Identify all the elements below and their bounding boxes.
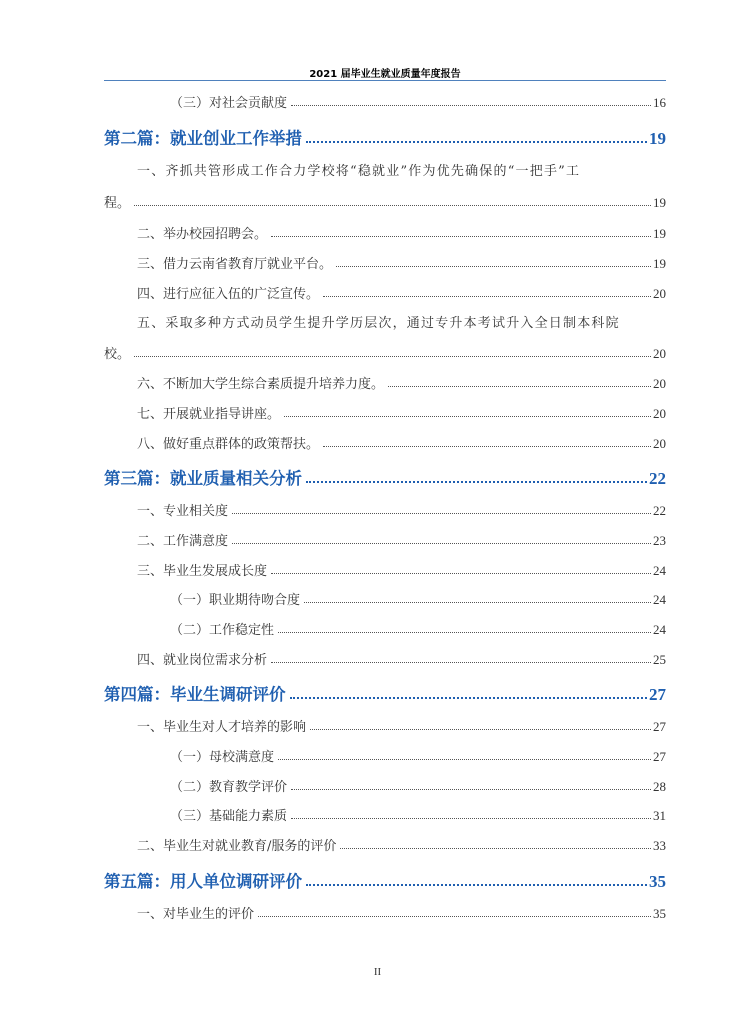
toc-page-number: 24 (653, 563, 666, 578)
dot-leader (336, 252, 651, 267)
dot-leader (134, 191, 651, 206)
toc-chapter-4[interactable] (104, 680, 666, 708)
toc-entry-social-contribution[interactable] (104, 92, 666, 114)
toc-entry-quality-training[interactable] (104, 373, 666, 395)
toc-entry-campus-fair[interactable] (104, 223, 666, 245)
toc-entry-alma-mater-satisfaction[interactable] (104, 746, 666, 768)
toc-entry-text: 二、举办校园招聘会。 (137, 227, 268, 242)
toc-entry-enlistment[interactable] (104, 283, 666, 305)
dot-leader (306, 463, 647, 483)
toc-entry-job-stability[interactable] (104, 619, 666, 641)
toc-entry-degree-upgrade-line1[interactable]: 五、采取多种方式动员学生提升学历层次，通过专升本考试升入全日制本科院 (137, 316, 620, 331)
toc-chapter-5[interactable] (104, 867, 666, 895)
toc-page-number: 27 (653, 749, 666, 764)
dot-leader (232, 529, 651, 544)
toc-entry-joint-management-line2[interactable] (104, 192, 666, 214)
toc-page-number: 23 (653, 533, 666, 548)
toc-entry-text: 六、不断加大学生综合素质提升培养力度。 (137, 377, 385, 392)
toc-page-number: 19 (653, 195, 666, 210)
toc-page-number: 25 (653, 652, 666, 667)
toc-page-number: 27 (649, 685, 666, 704)
toc-entry-policy-support[interactable] (104, 433, 666, 455)
toc-entry-basic-competence[interactable] (104, 805, 666, 827)
toc-page-number: 22 (653, 503, 666, 518)
dot-leader (278, 618, 651, 633)
toc-entry-career-expectation[interactable] (104, 589, 666, 611)
toc-entry-text: （一）职业期待吻合度 (170, 593, 301, 608)
toc-entry-text: 一、毕业生对人才培养的影响 (137, 720, 307, 735)
dot-leader (323, 432, 651, 447)
toc-entry-guidance-lectures[interactable] (104, 403, 666, 425)
toc-page-number: 35 (649, 872, 666, 891)
toc-chapter-title: 第二篇：就业创业工作举措 (104, 129, 302, 148)
dot-leader (284, 402, 651, 417)
toc-page-number: 20 (653, 406, 666, 421)
dot-leader (291, 775, 651, 790)
toc-entry-talent-cultivation[interactable] (104, 716, 666, 738)
dot-leader (290, 679, 648, 699)
dot-leader (340, 834, 651, 849)
toc-entry-graduate-evaluation[interactable] (104, 903, 666, 925)
toc-page-number: 20 (653, 286, 666, 301)
toc-chapter-title: 第三篇：就业质量相关分析 (104, 469, 302, 488)
dot-leader (304, 588, 651, 603)
dot-leader (306, 123, 647, 143)
dot-leader (310, 715, 651, 730)
toc-entry-text: 七、开展就业指导讲座。 (137, 407, 281, 422)
toc-page-number: 16 (653, 95, 666, 110)
dot-leader (232, 499, 651, 514)
toc-entry-text: 八、做好重点群体的政策帮扶。 (137, 437, 320, 452)
toc-page-number: 22 (649, 469, 666, 488)
page-footer-number: II (373, 966, 382, 978)
toc-entry-text: （二）工作稳定性 (170, 623, 275, 638)
toc-page-number: 33 (653, 838, 666, 853)
toc-chapter-title: 第五篇：用人单位调研评价 (104, 872, 302, 891)
toc-entry-text: （三）对社会贡献度 (170, 96, 288, 111)
toc-chapter-3[interactable] (104, 464, 666, 492)
dot-leader (278, 745, 651, 760)
dot-leader (291, 804, 651, 819)
dot-leader (271, 559, 651, 574)
toc-page-number: 19 (649, 129, 666, 148)
toc-entry-job-satisfaction[interactable] (104, 530, 666, 552)
toc-entry-text: 四、就业岗位需求分析 (137, 653, 268, 668)
toc-entry-text: （二）教育教学评价 (170, 780, 288, 795)
toc-entry-yunnan-platform[interactable] (104, 253, 666, 275)
toc-entry-graduate-growth[interactable] (104, 560, 666, 582)
header-rule (104, 80, 666, 81)
toc-chapter-2[interactable] (104, 124, 666, 152)
toc-page-number: 27 (653, 719, 666, 734)
toc-entry-teaching-evaluation[interactable] (104, 776, 666, 798)
toc-entry-text: 一、专业相关度 (137, 504, 229, 519)
toc-page-number: 19 (653, 226, 666, 241)
toc-page-number: 28 (653, 779, 666, 794)
dot-leader (134, 342, 651, 357)
toc-entry-text: （三）基础能力素质 (170, 809, 288, 824)
toc-entry-text: 二、毕业生对就业教育/服务的评价 (137, 839, 337, 854)
toc-entry-text: 程。 (104, 196, 131, 211)
toc-page-number: 20 (653, 376, 666, 391)
dot-leader (323, 282, 651, 297)
toc-entry-employment-service-evaluation[interactable] (104, 835, 666, 857)
toc-page-number: 20 (653, 436, 666, 451)
running-header: 2021 届毕业生就业质量年度报告 (309, 69, 461, 80)
dot-leader (291, 91, 651, 106)
dot-leader (271, 222, 651, 237)
toc-page-number: 31 (653, 808, 666, 823)
toc-entry-text: （一）母校满意度 (170, 750, 275, 765)
toc-entry-text: 一、对毕业生的评价 (137, 907, 255, 922)
toc-entry-text: 四、进行应征入伍的广泛宣传。 (137, 287, 320, 302)
toc-entry-text: 三、毕业生发展成长度 (137, 564, 268, 579)
toc-entry-text: 二、工作满意度 (137, 534, 229, 549)
toc-page-number: 24 (653, 622, 666, 637)
toc-entry-major-relevance[interactable] (104, 500, 666, 522)
toc-page-number: 24 (653, 592, 666, 607)
toc-page-number: 20 (653, 346, 666, 361)
toc-entry-degree-upgrade-line2[interactable] (104, 343, 666, 365)
toc-entry-joint-management-line1[interactable]: 一、齐抓共管形成工作合力学校将“稳就业”作为优先确保的“一把手”工 (137, 164, 581, 179)
toc-page-number: 35 (653, 906, 666, 921)
dot-leader (388, 372, 651, 387)
toc-entry-text: 三、借力云南省教育厅就业平台。 (137, 257, 333, 272)
toc-entry-text: 校。 (104, 347, 131, 362)
dot-leader (271, 648, 651, 663)
toc-chapter-title: 第四篇：毕业生调研评价 (104, 685, 286, 704)
toc-page-number: 19 (653, 256, 666, 271)
toc-entry-job-demand[interactable] (104, 649, 666, 671)
dot-leader (306, 866, 647, 886)
dot-leader (258, 902, 651, 917)
